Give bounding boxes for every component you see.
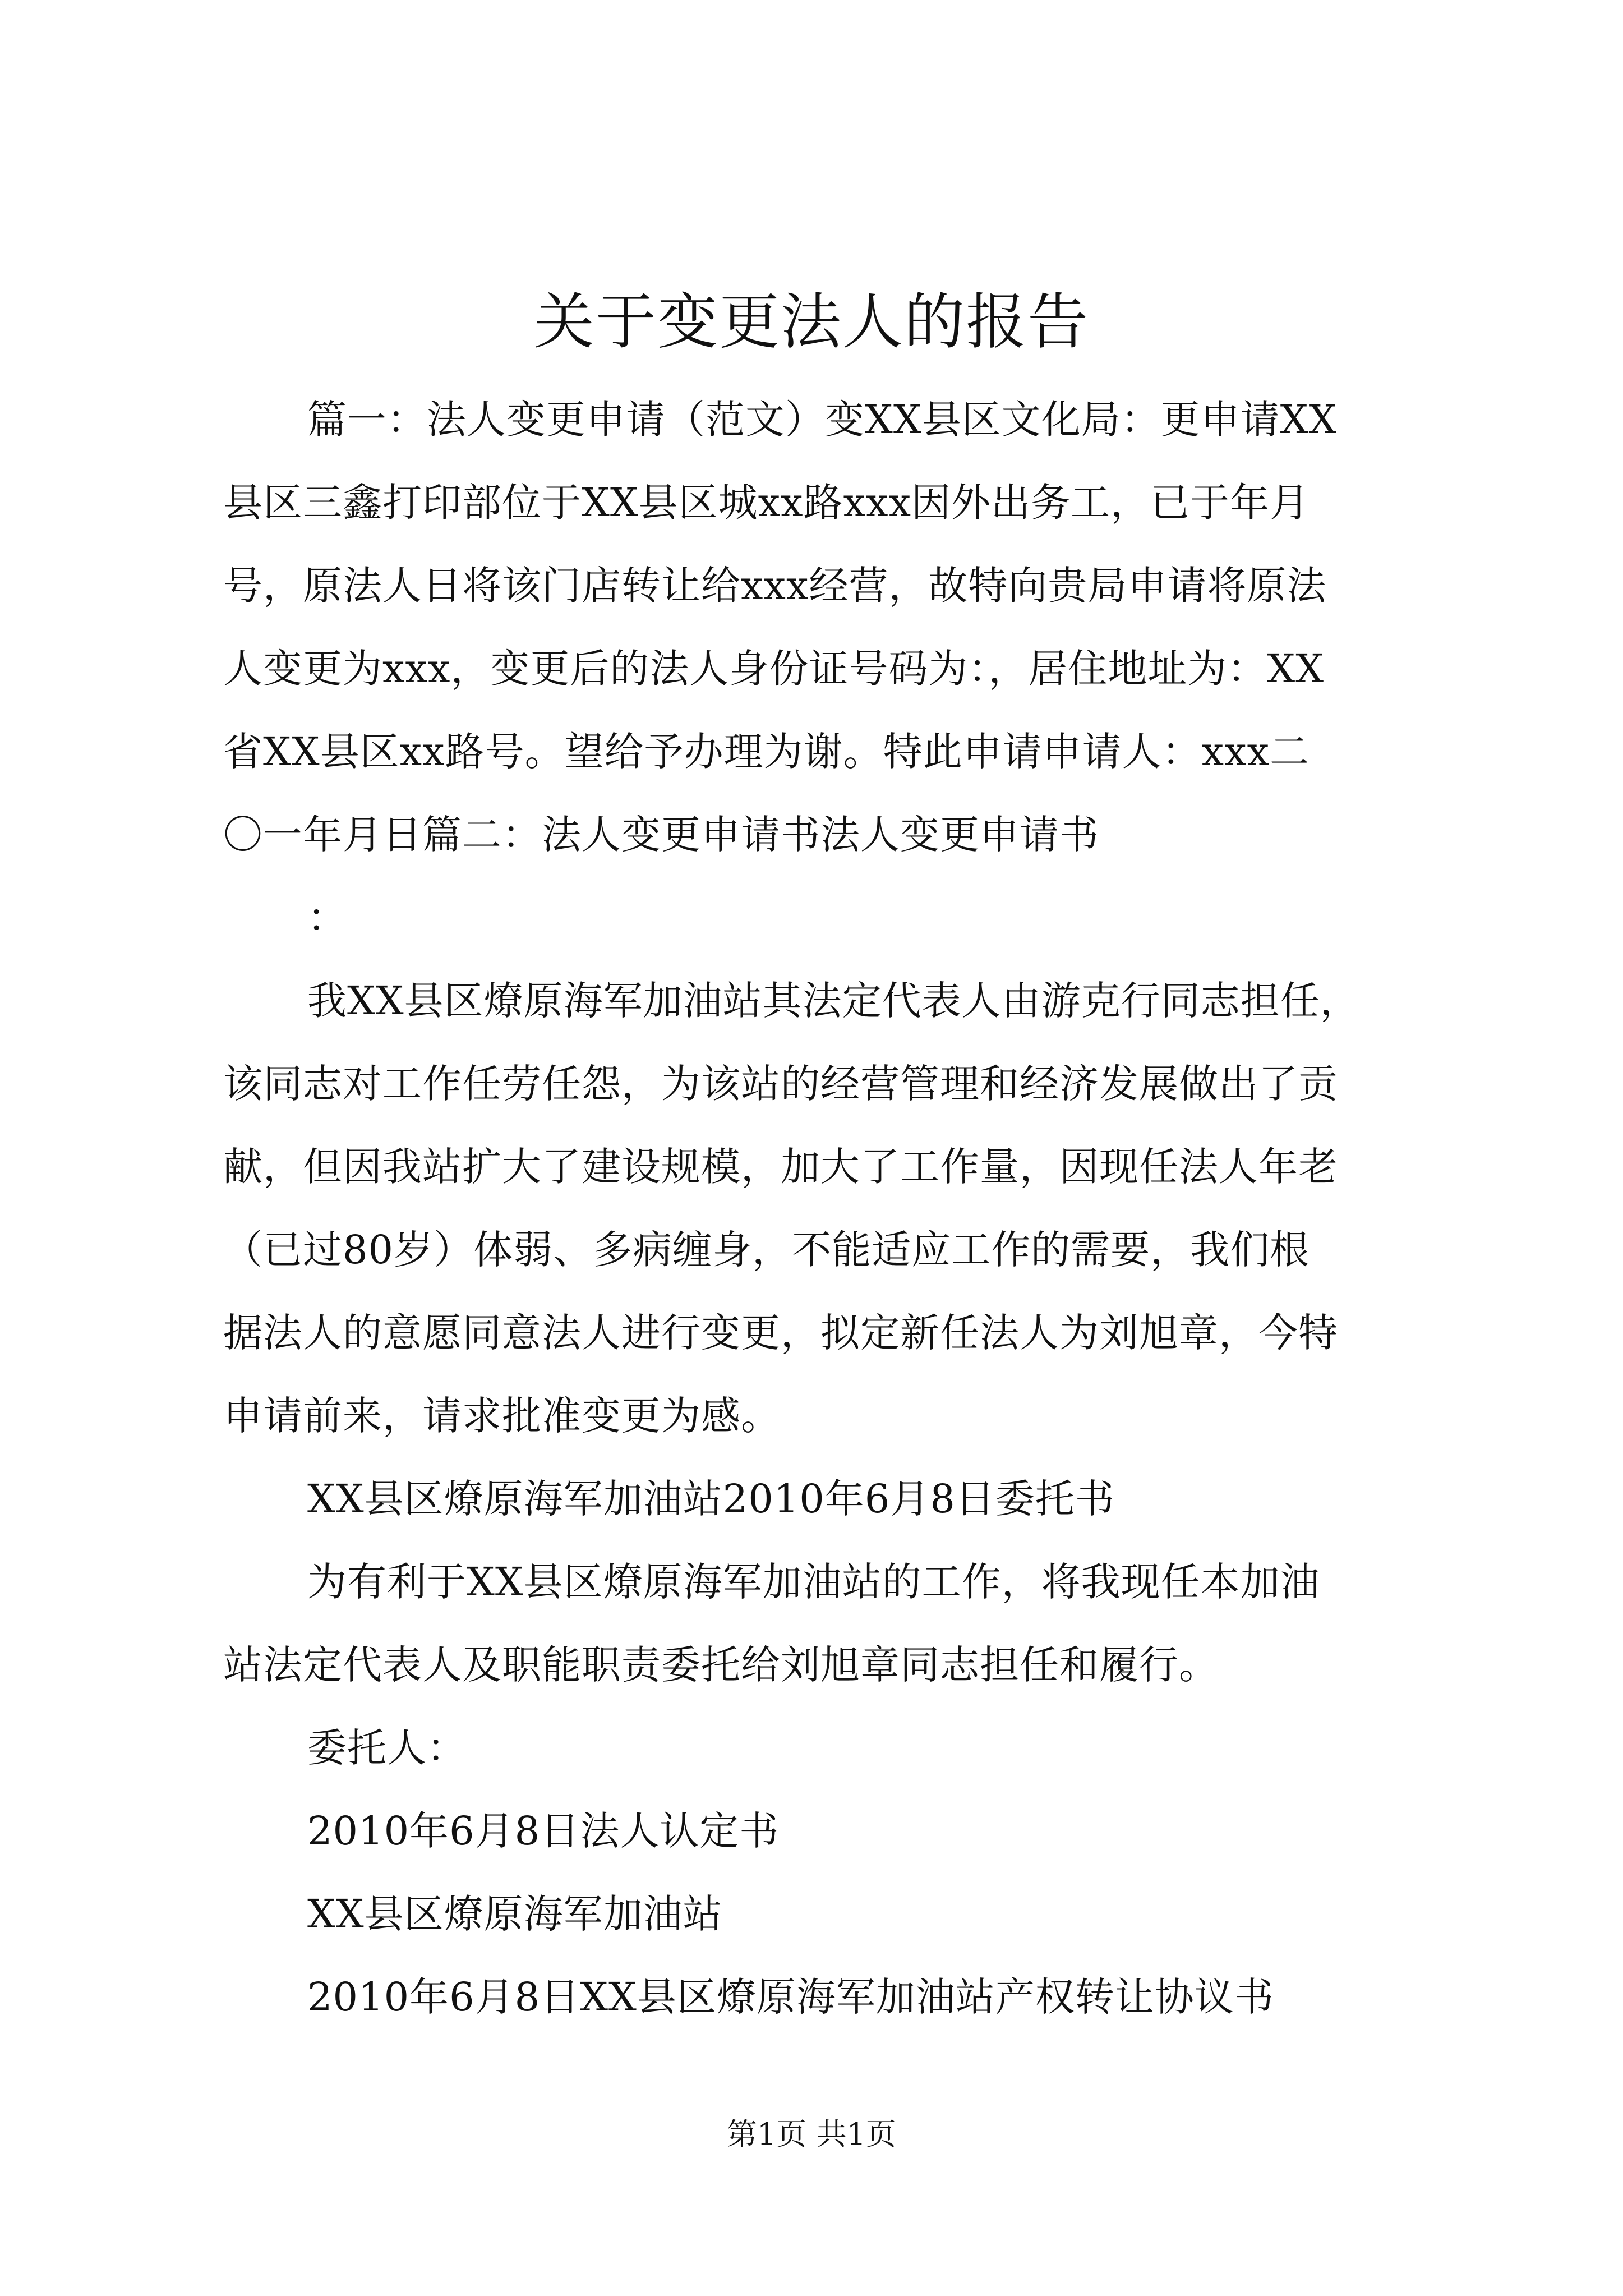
paragraph-line: 省XX县区xx路号。望给予办理为谢。特此申请申请人：xxx二 xyxy=(223,729,1310,775)
paragraph-line: 为有利于XX县区燎原海军加油站的工作，将我现任本加油 xyxy=(307,1559,1320,1605)
paragraph-line: 2010年6月8日XX县区燎原海军加油站产权转让协议书 xyxy=(307,1974,1274,2020)
paragraph-line: （已过80岁）体弱、多病缠身，不能适应工作的需要，我们根 xyxy=(223,1227,1310,1273)
paragraph-line: 站法定代表人及职能职责委托给刘旭章同志担任和履行。 xyxy=(223,1642,1219,1688)
paragraph-line: XX县区燎原海军加油站 xyxy=(307,1891,723,1937)
paragraph-line: 县区三鑫打印部位于XX县区城xx路xxx因外出务工，已于年月 xyxy=(223,480,1310,526)
paragraph-line: 我XX县区燎原海军加油站其法定代表人由游克行同志担任， xyxy=(307,978,1360,1024)
paragraph-line: 该同志对工作任劳任怨，为该站的经营管理和经济发展做出了贡 xyxy=(223,1061,1338,1107)
paragraph-line: 〇一年月日篇二：法人变更申请书法人变更申请书 xyxy=(223,812,1099,858)
page-footer: 第1页 共1页 xyxy=(727,2116,896,2152)
paragraph-line: 据法人的意愿同意法人进行变更，拟定新任法人为刘旭章，今特 xyxy=(223,1310,1338,1356)
paragraph-line: 人变更为xxx，变更后的法人身份证号码为：，居住地址为：XX xyxy=(223,646,1325,692)
paragraph-line: 献，但因我站扩大了建设规模，加大了工作量，因现任法人年老 xyxy=(223,1144,1338,1190)
paragraph-line: ： xyxy=(307,895,347,941)
paragraph-line: 申请前来，请求批准变更为感。 xyxy=(223,1393,781,1439)
paragraph-line: 委托人： xyxy=(307,1725,467,1771)
paragraph-line: 2010年6月8日法人认定书 xyxy=(307,1808,780,1854)
paragraph-line: 号，原法人日将该门店转让给xxx经营，故特向贵局申请将原法 xyxy=(223,563,1327,609)
paragraph-line: 篇一：法人变更申请（范文）变XX县区文化局：更申请XX xyxy=(307,397,1338,443)
document-title: 关于变更法人的报告 xyxy=(533,287,1089,357)
paragraph-line: XX县区燎原海军加油站2010年6月8日委托书 xyxy=(307,1476,1115,1522)
